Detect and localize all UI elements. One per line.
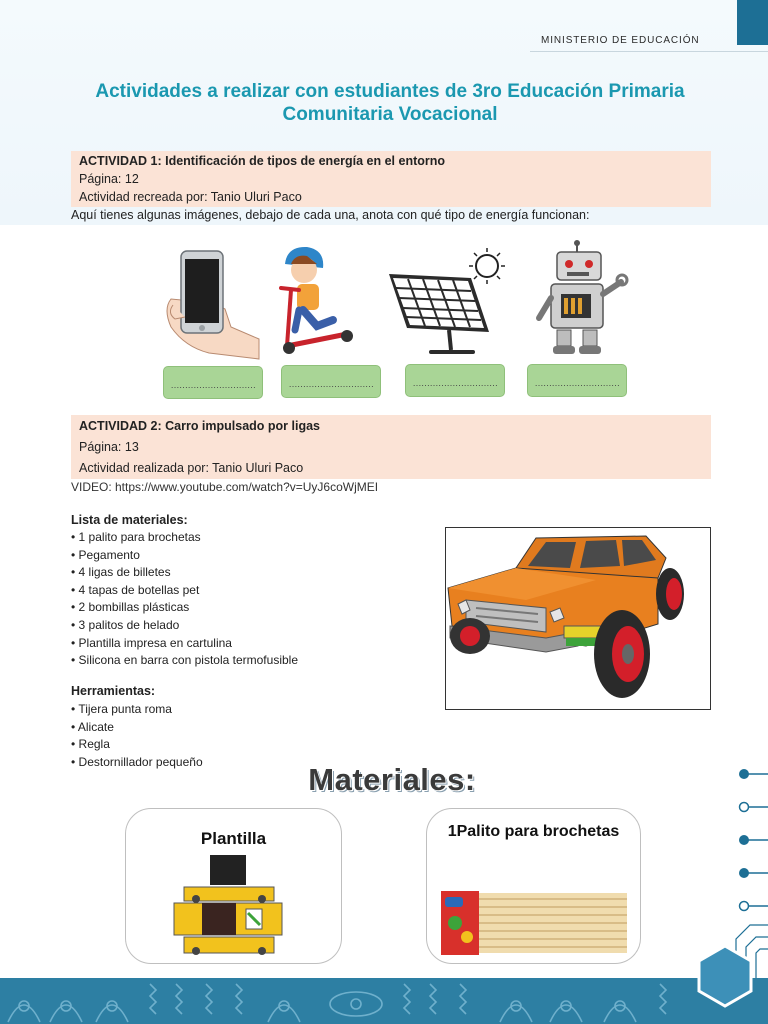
car-image xyxy=(445,527,711,710)
materials-heading: Lista de materiales: xyxy=(71,513,188,527)
list-item: • 4 tapas de botellas pet xyxy=(71,582,298,600)
hexagon-icon xyxy=(697,944,753,1008)
video-link[interactable]: VIDEO: https://www.youtube.com/watch?v=UyJ6coWjMEI xyxy=(71,480,379,494)
list-item: • 2 bombillas plásticas xyxy=(71,599,298,617)
activity-2-box xyxy=(71,415,711,479)
list-item: • Plantilla impresa en cartulina xyxy=(71,635,298,653)
car-template-image xyxy=(172,853,284,959)
page-title: Actividades a realizar con estudiantes de 3ro Educación Primaria Comunitaria Vocacional xyxy=(95,81,685,125)
activity-1-instruction: Aquí tienes algunas imágenes, debajo de cada una, anota con qué tipo de energía funcionan: xyxy=(71,208,590,222)
tools-list xyxy=(71,701,203,771)
answer-box-3[interactable]: ………………………… xyxy=(405,364,505,397)
corner-tab xyxy=(737,0,768,45)
list-item: • Pegamento xyxy=(71,547,298,565)
list-item: • 4 ligas de billetes xyxy=(71,564,298,582)
header-divider xyxy=(530,51,768,52)
materials-section-title: Materiales: xyxy=(308,762,476,797)
energy-images xyxy=(149,232,635,367)
ministry-label: MINISTERIO DE EDUCACIÓN xyxy=(541,35,700,46)
answer-box-1[interactable]: ………………………… xyxy=(163,366,263,399)
plantilla-card xyxy=(125,808,342,964)
solar-panel-image xyxy=(385,246,509,362)
activity-1-page: Página: 12 xyxy=(79,172,139,186)
list-item: • Silicona en barra con pistola termofusible xyxy=(71,652,298,670)
list-item: • Regla xyxy=(71,736,203,754)
plantilla-label: Plantilla xyxy=(200,829,267,848)
materials-list xyxy=(71,529,298,670)
list-item: • Tijera punta roma xyxy=(71,701,203,719)
activity-2-author: Actividad realizada por: Tanio Uluri Paco xyxy=(79,461,304,475)
activity-1-title: ACTIVIDAD 1: Identificación de tipos de energía en el entorno xyxy=(79,154,446,168)
answer-box-2[interactable]: ………………………… xyxy=(281,365,381,398)
list-item: • Alicate xyxy=(71,719,203,737)
skewer-card xyxy=(426,808,641,964)
skewer-pack-image xyxy=(439,887,629,957)
activity-2-page: Página: 13 xyxy=(79,440,139,454)
answer-box-4[interactable]: ………………………… xyxy=(527,364,627,397)
footer-pattern-icon xyxy=(0,978,768,1024)
decorative-dots-icon xyxy=(738,760,768,920)
phone-in-hand-image xyxy=(161,247,261,362)
list-item: • Destornillador pequeño xyxy=(71,754,203,772)
tools-heading: Herramientas: xyxy=(71,684,156,698)
child-on-scooter-image xyxy=(277,242,367,362)
list-item: • 3 palitos de helado xyxy=(71,617,298,635)
footer-band xyxy=(0,978,768,1024)
skewer-label: 1Palito para brochetas xyxy=(447,823,620,840)
activity-2-title: ACTIVIDAD 2: Carro impulsado por ligas xyxy=(79,419,321,433)
activity-1-author: Actividad recreada por: Tanio Uluri Paco xyxy=(79,190,302,204)
activity-1-box xyxy=(71,151,711,207)
robot-image xyxy=(533,238,629,362)
list-item: • 1 palito para brochetas xyxy=(71,529,298,547)
